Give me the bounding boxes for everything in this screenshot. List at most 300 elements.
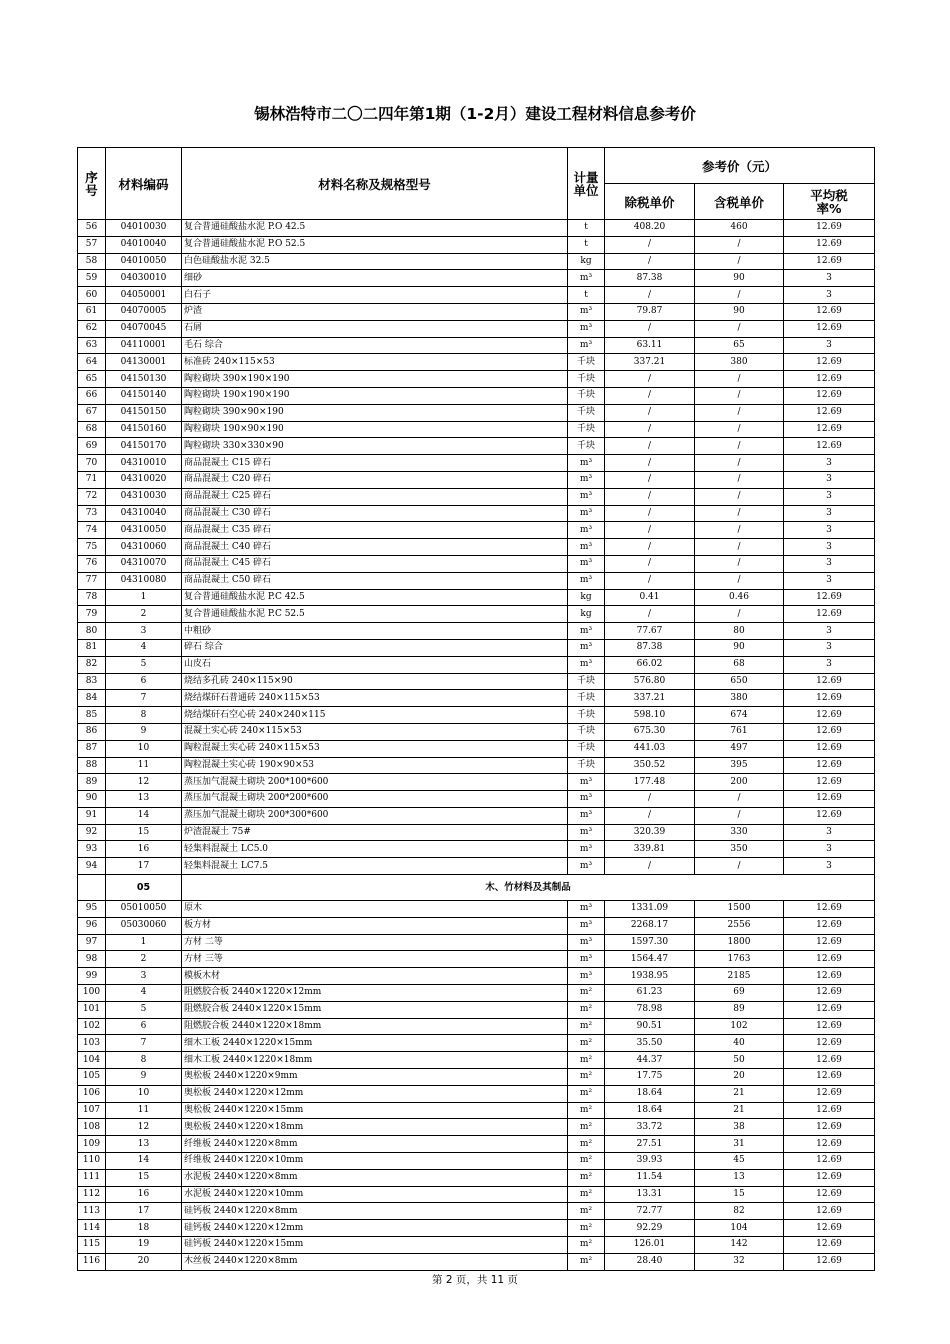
cell-with-tax: / (695, 455, 784, 472)
cell-name: 水泥板 2440×1220×8mm (182, 1169, 568, 1186)
cell-rate: 3 (784, 656, 875, 673)
table-row (78, 740, 875, 757)
cell-rate: 12.69 (784, 589, 875, 606)
cell-name: 陶粒砌块 390×190×190 (182, 371, 568, 388)
cell-with-tax: 395 (695, 757, 784, 774)
cell-code: 04030010 (106, 270, 182, 287)
cell-seq: 78 (78, 589, 106, 606)
cell-name: 木丝板 2440×1220×8mm (182, 1253, 568, 1270)
table-row (78, 1169, 875, 1186)
cell-pre-tax: 177.48 (605, 774, 695, 791)
table-row (78, 488, 875, 505)
cell-with-tax: / (695, 522, 784, 539)
cell-code: 17 (106, 858, 182, 875)
cell-rate: 3 (784, 623, 875, 640)
cell-pre-tax: 18.64 (605, 1102, 695, 1119)
cell-code: 8 (106, 1052, 182, 1069)
table-row (78, 589, 875, 606)
cell-pre-tax: 78.98 (605, 1001, 695, 1018)
cell-with-tax: / (695, 791, 784, 808)
table-row (78, 985, 875, 1002)
cell-with-tax: / (695, 236, 784, 253)
cell-rate: 12.69 (784, 1018, 875, 1035)
cell-seq: 67 (78, 404, 106, 421)
cell-rate: 12.69 (784, 1237, 875, 1254)
cell-code: 04310060 (106, 539, 182, 556)
cell-pre-tax: 1331.09 (605, 901, 695, 918)
cell-unit: m³ (568, 320, 605, 337)
cell-pre-tax: / (605, 572, 695, 589)
cell-pre-tax: / (605, 455, 695, 472)
cell-with-tax: 2185 (695, 968, 784, 985)
table-row (78, 270, 875, 287)
cell-with-tax: 650 (695, 673, 784, 690)
cell-code: 4 (106, 985, 182, 1002)
cell-rate: 12.69 (784, 1052, 875, 1069)
table-row (78, 917, 875, 934)
cell-code: 05030060 (106, 917, 182, 934)
table-row (78, 1153, 875, 1170)
cell-rate: 12.69 (784, 1220, 875, 1237)
cell-seq: 59 (78, 270, 106, 287)
cell-with-tax: 50 (695, 1052, 784, 1069)
cell-seq: 101 (78, 1001, 106, 1018)
table-row (78, 287, 875, 304)
cell-name: 混凝土实心砖 240×115×53 (182, 723, 568, 740)
cell-name: 陶粒砌块 190×190×190 (182, 387, 568, 404)
cell-with-tax: 68 (695, 656, 784, 673)
cell-with-tax: 1800 (695, 934, 784, 951)
cell-unit: 千块 (568, 371, 605, 388)
cell-with-tax: / (695, 287, 784, 304)
cell-with-tax: 2556 (695, 917, 784, 934)
table-row (78, 1136, 875, 1153)
table-row (78, 1237, 875, 1254)
cell-name: 纤维板 2440×1220×8mm (182, 1136, 568, 1153)
table-row (78, 1085, 875, 1102)
cell-with-tax: / (695, 404, 784, 421)
cell-with-tax: 15 (695, 1186, 784, 1203)
cell-seq: 97 (78, 934, 106, 951)
table-row (78, 774, 875, 791)
cell-pre-tax: / (605, 236, 695, 253)
cell-with-tax: 69 (695, 985, 784, 1002)
cell-name: 碎石 综合 (182, 639, 568, 656)
section-title: 木、竹材料及其制品 (182, 875, 875, 901)
cell-with-tax: / (695, 858, 784, 875)
cell-rate: 12.69 (784, 1102, 875, 1119)
cell-with-tax: 13 (695, 1169, 784, 1186)
cell-rate: 12.69 (784, 1253, 875, 1270)
cell-with-tax: / (695, 253, 784, 270)
header-seq: 序号 (78, 148, 106, 220)
cell-seq: 108 (78, 1119, 106, 1136)
cell-seq: 82 (78, 656, 106, 673)
cell-pre-tax: / (605, 371, 695, 388)
cell-unit: m² (568, 1136, 605, 1153)
cell-name: 阻燃胶合板 2440×1220×15mm (182, 1001, 568, 1018)
cell-name: 山皮石 (182, 656, 568, 673)
cell-with-tax: 200 (695, 774, 784, 791)
cell-unit: m³ (568, 555, 605, 572)
cell-code: 13 (106, 1136, 182, 1153)
cell-with-tax: / (695, 421, 784, 438)
cell-pre-tax: 11.54 (605, 1169, 695, 1186)
cell-code: 9 (106, 1069, 182, 1086)
cell-code: 17 (106, 1203, 182, 1220)
table-row (78, 505, 875, 522)
cell-code: 04150170 (106, 438, 182, 455)
cell-code: 14 (106, 807, 182, 824)
cell-unit: m³ (568, 807, 605, 824)
cell-seq: 112 (78, 1186, 106, 1203)
cell-name: 商品混凝土 C20 碎石 (182, 471, 568, 488)
cell-name: 复合普通硅酸盐水泥 P.O 42.5 (182, 220, 568, 237)
cell-pre-tax: / (605, 488, 695, 505)
cell-name: 烧结多孔砖 240×115×90 (182, 673, 568, 690)
cell-code: 14 (106, 1153, 182, 1170)
cell-unit: m³ (568, 539, 605, 556)
cell-pre-tax: 79.87 (605, 303, 695, 320)
cell-unit: 千块 (568, 673, 605, 690)
cell-with-tax: 65 (695, 337, 784, 354)
cell-name: 细木工板 2440×1220×15mm (182, 1035, 568, 1052)
cell-with-tax: / (695, 371, 784, 388)
cell-seq: 64 (78, 354, 106, 371)
cell-with-tax: 82 (695, 1203, 784, 1220)
cell-rate: 12.69 (784, 951, 875, 968)
cell-name: 白石子 (182, 287, 568, 304)
cell-with-tax: 21 (695, 1085, 784, 1102)
cell-pre-tax: 39.93 (605, 1153, 695, 1170)
cell-with-tax: / (695, 438, 784, 455)
cell-code: 04150130 (106, 371, 182, 388)
cell-unit: m³ (568, 791, 605, 808)
cell-seq: 83 (78, 673, 106, 690)
cell-pre-tax: 441.03 (605, 740, 695, 757)
cell-unit: m² (568, 1085, 605, 1102)
cell-pre-tax: 337.21 (605, 354, 695, 371)
table-row (78, 320, 875, 337)
cell-name: 奥松板 2440×1220×12mm (182, 1085, 568, 1102)
cell-unit: t (568, 220, 605, 237)
cell-rate: 3 (784, 639, 875, 656)
cell-pre-tax: 576.80 (605, 673, 695, 690)
cell-name: 中粗砂 (182, 623, 568, 640)
header-unit: 计量单位 (568, 148, 605, 220)
table-row (78, 572, 875, 589)
cell-unit: m² (568, 1153, 605, 1170)
table-row (78, 1052, 875, 1069)
cell-rate: 3 (784, 270, 875, 287)
cell-unit: m² (568, 1018, 605, 1035)
cell-code: 04150160 (106, 421, 182, 438)
table-row (78, 623, 875, 640)
cell-rate: 12.69 (784, 438, 875, 455)
cell-with-tax: / (695, 488, 784, 505)
cell-name: 商品混凝土 C25 碎石 (182, 488, 568, 505)
cell-unit: m³ (568, 505, 605, 522)
cell-unit: 千块 (568, 438, 605, 455)
cell-rate: 3 (784, 824, 875, 841)
cell-code: 12 (106, 774, 182, 791)
cell-rate: 12.69 (784, 757, 875, 774)
cell-seq: 116 (78, 1253, 106, 1270)
table-row (78, 522, 875, 539)
cell-rate: 12.69 (784, 1136, 875, 1153)
table-row (78, 791, 875, 808)
cell-code: 12 (106, 1119, 182, 1136)
cell-code: 20 (106, 1253, 182, 1270)
cell-with-tax: 460 (695, 220, 784, 237)
cell-with-tax: / (695, 387, 784, 404)
cell-unit: m² (568, 1035, 605, 1052)
cell-code: 04310040 (106, 505, 182, 522)
cell-unit: m³ (568, 824, 605, 841)
cell-seq: 74 (78, 522, 106, 539)
cell-seq: 71 (78, 471, 106, 488)
cell-code: 9 (106, 723, 182, 740)
cell-pre-tax: / (605, 858, 695, 875)
table-row (78, 539, 875, 556)
cell-unit: 千块 (568, 404, 605, 421)
cell-with-tax: 31 (695, 1136, 784, 1153)
cell-with-tax: 20 (695, 1069, 784, 1086)
cell-with-tax: 1763 (695, 951, 784, 968)
cell-unit: m² (568, 1069, 605, 1086)
table-row (78, 639, 875, 656)
cell-pre-tax: 92.29 (605, 1220, 695, 1237)
cell-pre-tax: / (605, 505, 695, 522)
cell-seq: 75 (78, 539, 106, 556)
cell-rate: 3 (784, 505, 875, 522)
cell-name: 方材 二等 (182, 934, 568, 951)
cell-unit: 千块 (568, 354, 605, 371)
cell-name: 奥松板 2440×1220×9mm (182, 1069, 568, 1086)
cell-seq: 81 (78, 639, 106, 656)
cell-rate: 3 (784, 841, 875, 858)
cell-unit: 千块 (568, 723, 605, 740)
table-row (78, 303, 875, 320)
cell-name: 水泥板 2440×1220×10mm (182, 1186, 568, 1203)
cell-unit: m³ (568, 917, 605, 934)
cell-seq: 114 (78, 1220, 106, 1237)
cell-code: 15 (106, 824, 182, 841)
cell-rate: 12.69 (784, 1169, 875, 1186)
table-row (78, 337, 875, 354)
cell-with-tax: / (695, 471, 784, 488)
cell-pre-tax: 320.39 (605, 824, 695, 841)
cell-pre-tax: 126.01 (605, 1237, 695, 1254)
cell-code: 04010050 (106, 253, 182, 270)
cell-rate: 12.69 (784, 968, 875, 985)
cell-unit: m² (568, 1001, 605, 1018)
cell-code: 15 (106, 1169, 182, 1186)
cell-code: 04110001 (106, 337, 182, 354)
cell-code: 10 (106, 1085, 182, 1102)
table-row (78, 1119, 875, 1136)
cell-seq: 79 (78, 606, 106, 623)
cell-rate: 12.69 (784, 220, 875, 237)
cell-pre-tax: 90.51 (605, 1018, 695, 1035)
cell-unit: m³ (568, 488, 605, 505)
cell-seq: 100 (78, 985, 106, 1002)
cell-unit: kg (568, 253, 605, 270)
table-row (78, 387, 875, 404)
cell-code: 5 (106, 1001, 182, 1018)
cell-pre-tax: 17.75 (605, 1069, 695, 1086)
cell-unit: 千块 (568, 740, 605, 757)
cell-rate: 3 (784, 858, 875, 875)
cell-code: 7 (106, 1035, 182, 1052)
table-row (78, 824, 875, 841)
cell-seq: 104 (78, 1052, 106, 1069)
cell-pre-tax: / (605, 421, 695, 438)
cell-seq: 115 (78, 1237, 106, 1254)
cell-unit: kg (568, 606, 605, 623)
cell-name: 细砂 (182, 270, 568, 287)
cell-rate: 12.69 (784, 791, 875, 808)
cell-name: 模板木材 (182, 968, 568, 985)
cell-name: 石屑 (182, 320, 568, 337)
cell-seq: 90 (78, 791, 106, 808)
cell-rate: 12.69 (784, 320, 875, 337)
cell-unit: 千块 (568, 757, 605, 774)
cell-with-tax: 80 (695, 623, 784, 640)
cell-unit: kg (568, 589, 605, 606)
cell-rate: 12.69 (784, 253, 875, 270)
cell-rate: 12.69 (784, 673, 875, 690)
table-row (78, 858, 875, 875)
cell-code: 4 (106, 639, 182, 656)
cell-unit: m² (568, 1186, 605, 1203)
cell-pre-tax: 18.64 (605, 1085, 695, 1102)
table-row (78, 841, 875, 858)
cell-code: 8 (106, 707, 182, 724)
table-row (78, 934, 875, 951)
cell-unit: 千块 (568, 690, 605, 707)
cell-seq: 69 (78, 438, 106, 455)
cell-pre-tax: 598.10 (605, 707, 695, 724)
cell-pre-tax: / (605, 791, 695, 808)
cell-code: 04070005 (106, 303, 182, 320)
cell-with-tax: 89 (695, 1001, 784, 1018)
cell-rate: 12.69 (784, 1085, 875, 1102)
cell-unit: m³ (568, 901, 605, 918)
cell-rate: 12.69 (784, 1203, 875, 1220)
cell-rate: 12.69 (784, 707, 875, 724)
cell-pre-tax: / (605, 320, 695, 337)
cell-seq: 91 (78, 807, 106, 824)
table-row (78, 1186, 875, 1203)
cell-name: 轻集料混凝土 LC7.5 (182, 858, 568, 875)
table-row (78, 673, 875, 690)
cell-with-tax: 102 (695, 1018, 784, 1035)
cell-unit: m³ (568, 968, 605, 985)
cell-pre-tax: 77.67 (605, 623, 695, 640)
cell-name: 商品混凝土 C40 碎石 (182, 539, 568, 556)
cell-rate: 12.69 (784, 1153, 875, 1170)
cell-rate: 12.69 (784, 934, 875, 951)
cell-with-tax: / (695, 572, 784, 589)
cell-code: 10 (106, 740, 182, 757)
cell-with-tax: / (695, 320, 784, 337)
cell-unit: m² (568, 1203, 605, 1220)
cell-with-tax: 90 (695, 639, 784, 656)
cell-rate: 12.69 (784, 1186, 875, 1203)
cell-with-tax: 104 (695, 1220, 784, 1237)
cell-name: 复合普通硅酸盐水泥 P.O 52.5 (182, 236, 568, 253)
cell-pre-tax: 2268.17 (605, 917, 695, 934)
table-row (78, 1203, 875, 1220)
cell-rate: 12.69 (784, 690, 875, 707)
cell-rate: 3 (784, 522, 875, 539)
cell-rate: 12.69 (784, 807, 875, 824)
cell-seq: 99 (78, 968, 106, 985)
cell-pre-tax: / (605, 555, 695, 572)
cell-with-tax: 90 (695, 303, 784, 320)
cell-name: 烧结煤矸石普通砖 240×115×53 (182, 690, 568, 707)
cell-unit: m³ (568, 303, 605, 320)
cell-code: 3 (106, 968, 182, 985)
header-code: 材料编码 (106, 148, 182, 220)
cell-pre-tax: / (605, 438, 695, 455)
cell-seq: 60 (78, 287, 106, 304)
cell-pre-tax: 66.02 (605, 656, 695, 673)
cell-code: 04310020 (106, 471, 182, 488)
header-pre-tax: 除税单价 (605, 184, 695, 220)
cell-rate: 12.69 (784, 387, 875, 404)
cell-unit: m³ (568, 639, 605, 656)
cell-seq: 98 (78, 951, 106, 968)
cell-unit: m² (568, 1169, 605, 1186)
table-row (78, 354, 875, 371)
cell-pre-tax: / (605, 471, 695, 488)
cell-pre-tax: 28.40 (605, 1253, 695, 1270)
cell-code: 04310050 (106, 522, 182, 539)
cell-pre-tax: / (605, 606, 695, 623)
cell-unit: t (568, 287, 605, 304)
cell-unit: t (568, 236, 605, 253)
cell-unit: m³ (568, 951, 605, 968)
cell-seq: 72 (78, 488, 106, 505)
cell-pre-tax: 27.51 (605, 1136, 695, 1153)
cell-rate: 12.69 (784, 354, 875, 371)
table-row (78, 1102, 875, 1119)
cell-unit: 千块 (568, 707, 605, 724)
cell-code: 04130001 (106, 354, 182, 371)
cell-pre-tax: 1597.30 (605, 934, 695, 951)
cell-with-tax: 497 (695, 740, 784, 757)
cell-pre-tax: 350.52 (605, 757, 695, 774)
cell-code: 6 (106, 673, 182, 690)
cell-with-tax: 45 (695, 1153, 784, 1170)
cell-unit: m³ (568, 471, 605, 488)
cell-pre-tax: 87.38 (605, 270, 695, 287)
table-body (78, 220, 875, 1271)
table-row (78, 807, 875, 824)
cell-name: 白色硅酸盐水泥 32.5 (182, 253, 568, 270)
cell-seq: 111 (78, 1169, 106, 1186)
cell-name: 纤维板 2440×1220×10mm (182, 1153, 568, 1170)
cell-seq: 70 (78, 455, 106, 472)
cell-pre-tax: 87.38 (605, 639, 695, 656)
cell-name: 商品混凝土 C35 碎石 (182, 522, 568, 539)
cell-pre-tax: 35.50 (605, 1035, 695, 1052)
cell-with-tax: 350 (695, 841, 784, 858)
cell-seq: 66 (78, 387, 106, 404)
header-rate: 平均税率% (784, 184, 875, 220)
